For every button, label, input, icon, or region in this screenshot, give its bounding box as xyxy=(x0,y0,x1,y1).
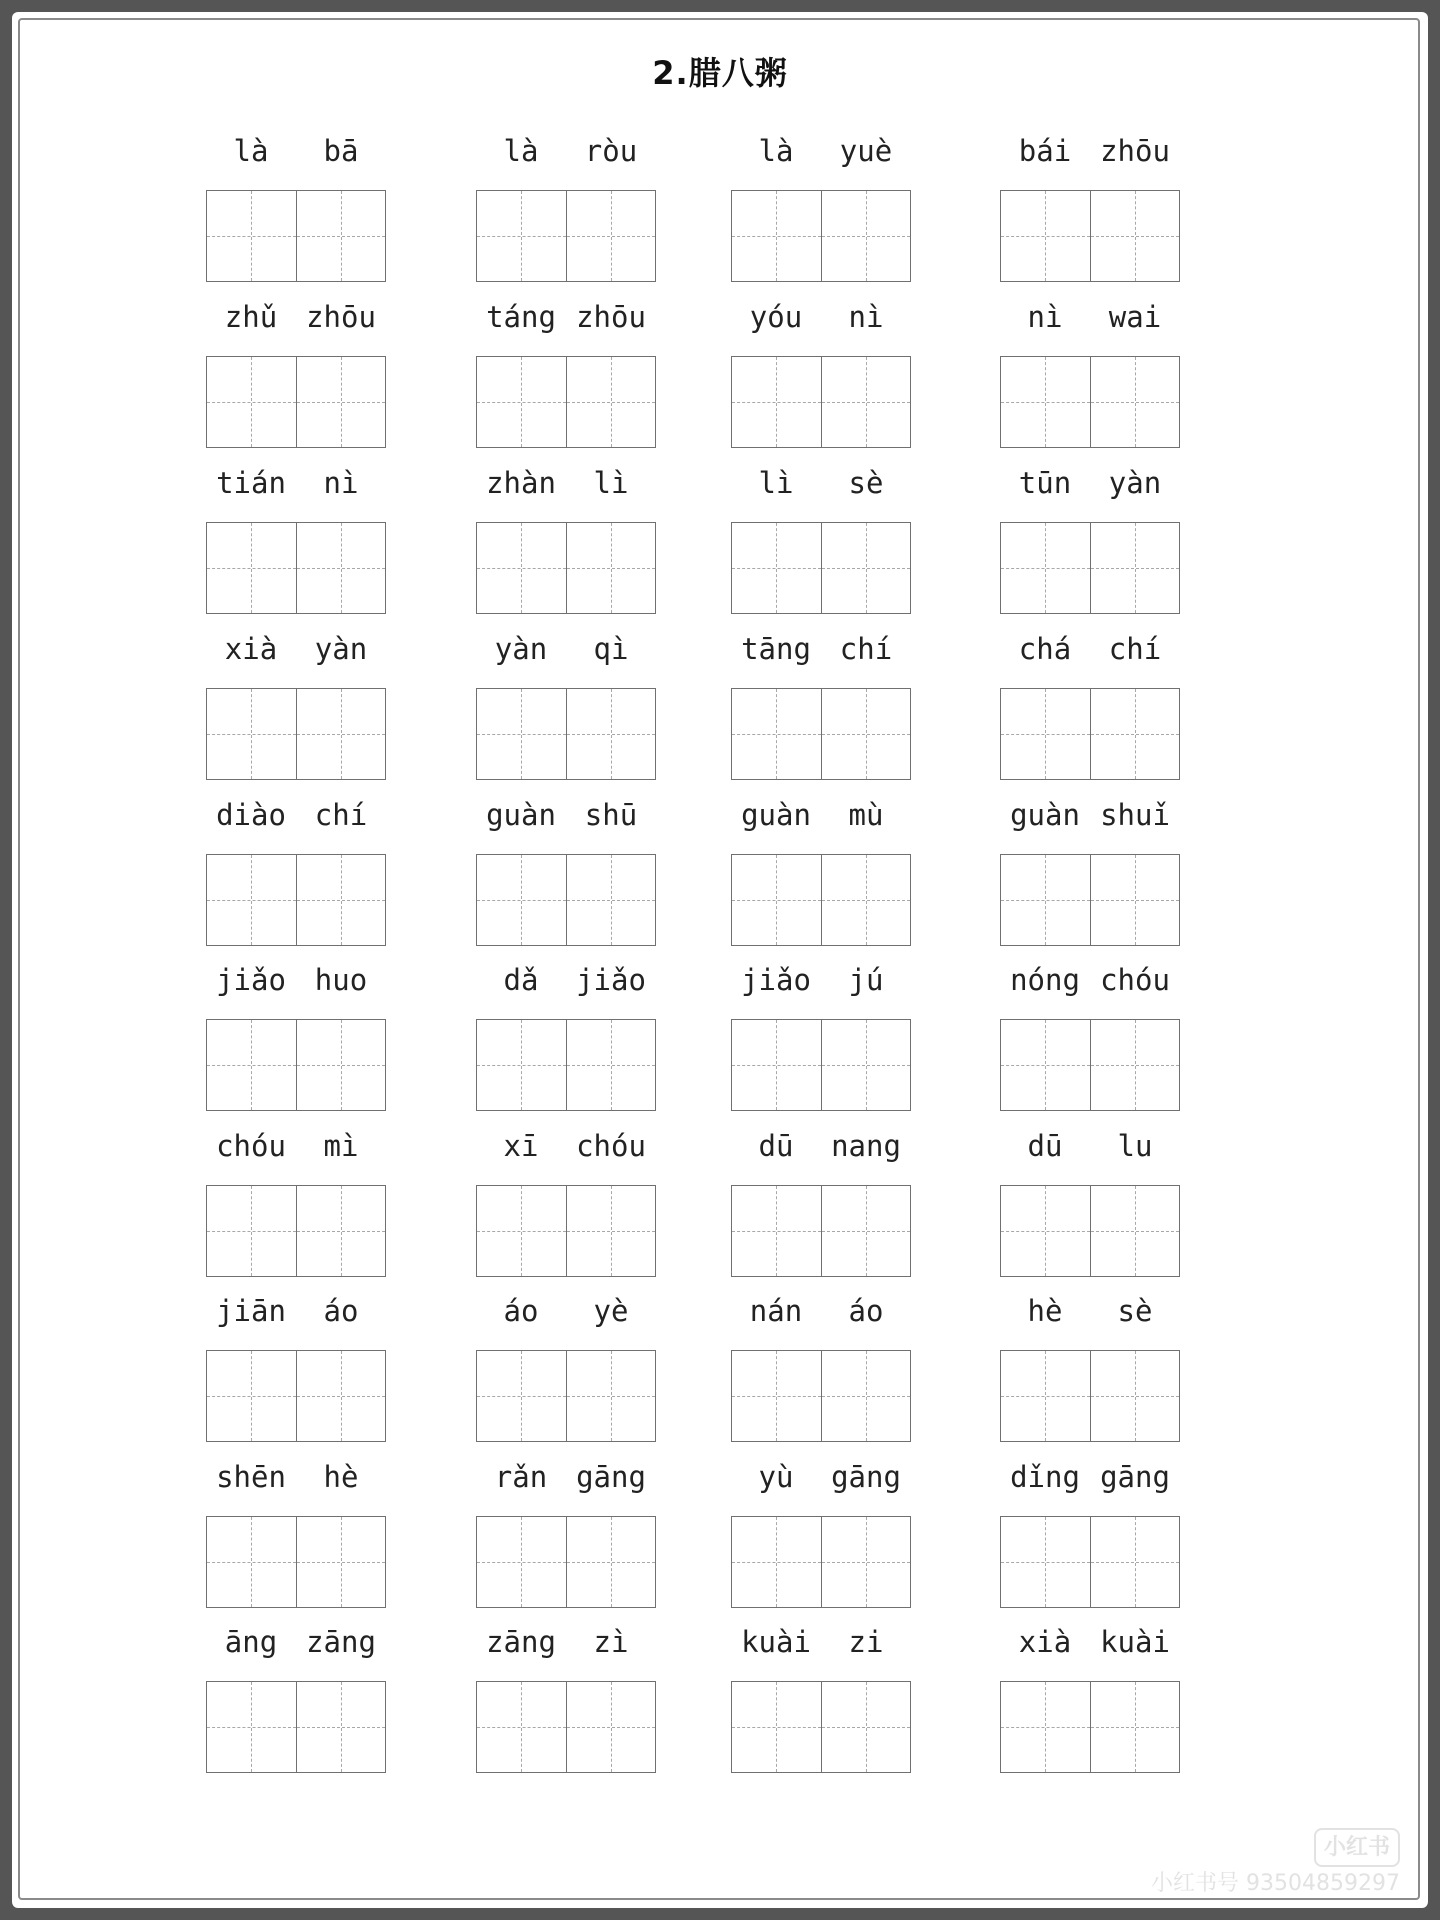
pinyin-syllable: zhōu xyxy=(306,300,376,334)
tianzige-cell[interactable] xyxy=(1001,1186,1090,1276)
word-item xyxy=(206,1460,386,1500)
pinyin-label xyxy=(1000,963,1180,1003)
tianzige-cell[interactable] xyxy=(566,1020,656,1110)
pinyin-syllable: huo xyxy=(314,963,368,997)
writing-boxes[interactable] xyxy=(1000,522,1180,614)
writing-boxes[interactable] xyxy=(476,688,656,780)
word-item xyxy=(476,1460,656,1500)
writing-boxes[interactable] xyxy=(1000,1019,1180,1111)
word-item xyxy=(731,632,911,672)
tianzige-cell[interactable] xyxy=(296,1517,386,1607)
tianzige-cell[interactable] xyxy=(1090,689,1180,779)
pinyin-syllable: xià xyxy=(224,632,278,666)
pinyin-syllable: jú xyxy=(848,963,884,997)
writing-boxes[interactable] xyxy=(206,1350,386,1442)
pinyin-syllable: zhōu xyxy=(1100,134,1170,168)
pinyin-label xyxy=(206,1460,386,1500)
writing-boxes[interactable] xyxy=(731,1350,911,1442)
writing-boxes[interactable] xyxy=(1000,1516,1180,1608)
word-item xyxy=(476,466,656,506)
writing-boxes[interactable] xyxy=(476,1516,656,1608)
pinyin-syllable: yàn xyxy=(494,632,548,666)
page-title: 2.腊八粥 xyxy=(652,54,788,92)
pinyin-syllable: nì xyxy=(323,466,359,500)
pinyin-syllable: nì xyxy=(848,300,884,334)
writing-boxes[interactable] xyxy=(1000,1185,1180,1277)
pinyin-syllable: chóu xyxy=(216,1129,286,1163)
pinyin-syllable: là xyxy=(233,134,269,168)
tianzige-cell[interactable] xyxy=(732,191,821,281)
writing-boxes[interactable] xyxy=(476,854,656,946)
word-item xyxy=(731,1129,911,1169)
word-item xyxy=(206,798,386,838)
pinyin-label xyxy=(206,1129,386,1169)
tianzige-cell[interactable] xyxy=(1001,855,1090,945)
word-item xyxy=(476,963,656,1003)
writing-boxes[interactable] xyxy=(731,1019,911,1111)
pinyin-syllable: wai xyxy=(1108,300,1162,334)
pinyin-label xyxy=(206,798,386,838)
tianzige-cell[interactable] xyxy=(477,191,566,281)
pinyin-syllable: là xyxy=(503,134,539,168)
pinyin-syllable: bā xyxy=(323,134,359,168)
pinyin-syllable: dǎ xyxy=(503,963,539,997)
tianzige-cell[interactable] xyxy=(821,1351,911,1441)
tianzige-cell[interactable] xyxy=(207,357,296,447)
writing-boxes[interactable] xyxy=(206,688,386,780)
writing-boxes[interactable] xyxy=(206,190,386,282)
pinyin-label xyxy=(1000,134,1180,174)
pinyin-syllable: shuǐ xyxy=(1100,798,1170,832)
tianzige-cell[interactable] xyxy=(477,1351,566,1441)
pinyin-syllable: áo xyxy=(503,1294,539,1328)
tianzige-cell[interactable] xyxy=(207,1020,296,1110)
writing-boxes[interactable] xyxy=(1000,1681,1180,1773)
word-item xyxy=(206,963,386,1003)
pinyin-syllable: chí xyxy=(1108,632,1162,666)
word-item xyxy=(731,1625,911,1665)
word-item xyxy=(476,1294,656,1334)
pinyin-syllable: mì xyxy=(323,1129,359,1163)
tianzige-cell[interactable] xyxy=(821,1682,911,1772)
word-item xyxy=(1000,134,1180,174)
tianzige-cell[interactable] xyxy=(821,357,911,447)
pinyin-label xyxy=(1000,798,1180,838)
pinyin-syllable: yuè xyxy=(839,134,893,168)
tianzige-cell[interactable] xyxy=(1090,523,1180,613)
writing-boxes[interactable] xyxy=(731,1681,911,1773)
pinyin-syllable: ròu xyxy=(584,134,638,168)
word-item xyxy=(731,300,911,340)
pinyin-syllable: mù xyxy=(848,798,884,832)
tianzige-cell[interactable] xyxy=(207,1351,296,1441)
tianzige-cell[interactable] xyxy=(207,523,296,613)
pinyin-syllable: guàn xyxy=(486,798,556,832)
tianzige-cell[interactable] xyxy=(1001,1351,1090,1441)
tianzige-cell[interactable] xyxy=(1090,1517,1180,1607)
writing-boxes[interactable] xyxy=(1000,356,1180,448)
pinyin-label xyxy=(731,134,911,174)
tianzige-cell[interactable] xyxy=(821,523,911,613)
pinyin-syllable: zhǔ xyxy=(224,300,278,334)
tianzige-cell[interactable] xyxy=(1001,1517,1090,1607)
pinyin-syllable: yàn xyxy=(1108,466,1162,500)
pinyin-syllable: kuài xyxy=(741,1625,811,1659)
tianzige-cell[interactable] xyxy=(477,1020,566,1110)
pinyin-label xyxy=(206,1294,386,1334)
word-item xyxy=(1000,632,1180,672)
pinyin-label xyxy=(206,466,386,506)
pinyin-syllable: rǎn xyxy=(494,1460,548,1494)
tianzige-cell[interactable] xyxy=(732,1351,821,1441)
tianzige-cell[interactable] xyxy=(821,1186,911,1276)
pinyin-label xyxy=(1000,300,1180,340)
pinyin-syllable: jiǎo xyxy=(216,963,286,997)
pinyin-syllable: táng xyxy=(486,300,556,334)
pinyin-syllable: nì xyxy=(1027,300,1063,334)
word-item xyxy=(731,1294,911,1334)
tianzige-cell[interactable] xyxy=(296,1682,386,1772)
pinyin-syllable: guàn xyxy=(1010,798,1080,832)
tianzige-cell[interactable] xyxy=(1090,1682,1180,1772)
tianzige-cell[interactable] xyxy=(1001,1020,1090,1110)
pinyin-syllable: āng xyxy=(224,1625,278,1659)
tianzige-cell[interactable] xyxy=(821,1517,911,1607)
pinyin-label xyxy=(476,1625,656,1665)
writing-boxes[interactable] xyxy=(206,356,386,448)
tianzige-cell[interactable] xyxy=(1090,357,1180,447)
writing-boxes[interactable] xyxy=(476,1681,656,1773)
tianzige-cell[interactable] xyxy=(732,523,821,613)
pinyin-label xyxy=(1000,1460,1180,1500)
pinyin-syllable: hè xyxy=(323,1460,359,1494)
word-item xyxy=(731,963,911,1003)
pinyin-syllable: áo xyxy=(323,1294,359,1328)
word-item xyxy=(1000,1460,1180,1500)
pinyin-syllable: dǐng xyxy=(1010,1460,1080,1494)
tianzige-cell[interactable] xyxy=(207,1186,296,1276)
watermark-line: 小红书号 93504859297 xyxy=(1151,1871,1400,1896)
pinyin-syllable: gāng xyxy=(576,1460,646,1494)
writing-boxes[interactable] xyxy=(476,1019,656,1111)
pinyin-syllable: là xyxy=(758,134,794,168)
tianzige-cell[interactable] xyxy=(821,191,911,281)
pinyin-label xyxy=(476,963,656,1003)
word-item xyxy=(206,134,386,174)
pinyin-label xyxy=(1000,466,1180,506)
word-item xyxy=(476,300,656,340)
word-item xyxy=(1000,963,1180,1003)
writing-boxes[interactable] xyxy=(206,1681,386,1773)
word-item xyxy=(731,134,911,174)
tianzige-cell[interactable] xyxy=(477,689,566,779)
word-item xyxy=(1000,798,1180,838)
tianzige-cell[interactable] xyxy=(477,357,566,447)
pinyin-syllable: yàn xyxy=(314,632,368,666)
writing-boxes[interactable] xyxy=(206,522,386,614)
tianzige-cell[interactable] xyxy=(477,855,566,945)
writing-boxes[interactable] xyxy=(206,854,386,946)
watermark-badge: 小红书 xyxy=(1314,1828,1400,1867)
writing-boxes[interactable] xyxy=(1000,1350,1180,1442)
pinyin-label xyxy=(206,1625,386,1665)
pinyin-label xyxy=(731,798,911,838)
pinyin-label xyxy=(476,1294,656,1334)
pinyin-syllable: guàn xyxy=(741,798,811,832)
tianzige-cell[interactable] xyxy=(296,1020,386,1110)
tianzige-cell[interactable] xyxy=(207,1682,296,1772)
tianzige-cell[interactable] xyxy=(566,357,656,447)
word-item xyxy=(1000,300,1180,340)
tianzige-cell[interactable] xyxy=(821,855,911,945)
pinyin-label xyxy=(206,300,386,340)
word-item xyxy=(206,1625,386,1665)
pinyin-label xyxy=(476,798,656,838)
pinyin-syllable: jiǎo xyxy=(741,963,811,997)
tianzige-cell[interactable] xyxy=(296,1351,386,1441)
pinyin-syllable: chá xyxy=(1018,632,1072,666)
tianzige-cell[interactable] xyxy=(566,523,656,613)
pinyin-label xyxy=(731,466,911,506)
tianzige-cell[interactable] xyxy=(207,689,296,779)
pinyin-label xyxy=(1000,1129,1180,1169)
pinyin-syllable: lì xyxy=(593,466,629,500)
pinyin-syllable: nang xyxy=(831,1129,901,1163)
pinyin-syllable: sè xyxy=(848,466,884,500)
tianzige-cell[interactable] xyxy=(296,191,386,281)
writing-boxes[interactable] xyxy=(476,1185,656,1277)
pinyin-syllable: zhàn xyxy=(486,466,556,500)
word-item xyxy=(206,632,386,672)
word-item xyxy=(1000,1129,1180,1169)
pinyin-syllable: gāng xyxy=(831,1460,901,1494)
tianzige-cell[interactable] xyxy=(566,689,656,779)
tianzige-cell[interactable] xyxy=(566,1682,656,1772)
pinyin-label xyxy=(731,632,911,672)
pinyin-label xyxy=(731,300,911,340)
tianzige-cell[interactable] xyxy=(1001,523,1090,613)
tianzige-cell[interactable] xyxy=(207,191,296,281)
word-item xyxy=(1000,1625,1180,1665)
word-item xyxy=(1000,466,1180,506)
pinyin-label xyxy=(206,632,386,672)
pinyin-syllable: xià xyxy=(1018,1625,1072,1659)
writing-boxes[interactable] xyxy=(476,1350,656,1442)
writing-boxes[interactable] xyxy=(731,854,911,946)
pinyin-label xyxy=(476,134,656,174)
tianzige-cell[interactable] xyxy=(477,1682,566,1772)
writing-boxes[interactable] xyxy=(476,190,656,282)
tianzige-cell[interactable] xyxy=(732,1682,821,1772)
writing-boxes[interactable] xyxy=(206,1185,386,1277)
word-item xyxy=(731,798,911,838)
writing-boxes[interactable] xyxy=(731,522,911,614)
pinyin-syllable: dū xyxy=(1027,1129,1063,1163)
tianzige-cell[interactable] xyxy=(732,1186,821,1276)
writing-boxes[interactable] xyxy=(731,1516,911,1608)
pinyin-syllable: jiǎo xyxy=(576,963,646,997)
pinyin-label xyxy=(731,1294,911,1334)
tianzige-cell[interactable] xyxy=(1090,1186,1180,1276)
word-item xyxy=(206,1129,386,1169)
word-item xyxy=(476,1129,656,1169)
pinyin-label xyxy=(206,134,386,174)
tianzige-cell[interactable] xyxy=(296,523,386,613)
pinyin-syllable: nóng xyxy=(1010,963,1080,997)
tianzige-cell[interactable] xyxy=(1090,855,1180,945)
pinyin-syllable: gāng xyxy=(1100,1460,1170,1494)
tianzige-cell[interactable] xyxy=(1001,357,1090,447)
writing-boxes[interactable] xyxy=(731,1185,911,1277)
word-item xyxy=(731,1460,911,1500)
pinyin-syllable: tián xyxy=(216,466,286,500)
pinyin-syllable: qì xyxy=(593,632,629,666)
writing-boxes[interactable] xyxy=(476,356,656,448)
word-item xyxy=(206,466,386,506)
pinyin-syllable: áo xyxy=(848,1294,884,1328)
tianzige-cell[interactable] xyxy=(1001,689,1090,779)
tianzige-cell[interactable] xyxy=(207,855,296,945)
pinyin-label xyxy=(731,1460,911,1500)
pinyin-syllable: chóu xyxy=(576,1129,646,1163)
pinyin-syllable: chí xyxy=(839,632,893,666)
pinyin-syllable: shū xyxy=(584,798,638,832)
word-item xyxy=(476,1625,656,1665)
tianzige-cell[interactable] xyxy=(566,1186,656,1276)
tianzige-cell[interactable] xyxy=(296,1186,386,1276)
writing-boxes[interactable] xyxy=(731,190,911,282)
word-item xyxy=(1000,1294,1180,1334)
tianzige-cell[interactable] xyxy=(566,855,656,945)
pinyin-syllable: yù xyxy=(758,1460,794,1494)
tianzige-cell[interactable] xyxy=(566,1517,656,1607)
tianzige-cell[interactable] xyxy=(477,1517,566,1607)
pinyin-syllable: tāng xyxy=(741,632,811,666)
pinyin-syllable: yóu xyxy=(749,300,803,334)
pinyin-label xyxy=(1000,632,1180,672)
pinyin-syllable: bái xyxy=(1018,134,1072,168)
pinyin-syllable: diào xyxy=(216,798,286,832)
pinyin-syllable: zāng xyxy=(306,1625,376,1659)
pinyin-syllable: hè xyxy=(1027,1294,1063,1328)
tianzige-cell[interactable] xyxy=(566,1351,656,1441)
pinyin-syllable: lu xyxy=(1117,1129,1153,1163)
pinyin-syllable: zì xyxy=(593,1625,629,1659)
writing-boxes[interactable] xyxy=(1000,190,1180,282)
tianzige-cell[interactable] xyxy=(1090,1020,1180,1110)
pinyin-syllable: tūn xyxy=(1018,466,1072,500)
pinyin-label xyxy=(476,1460,656,1500)
writing-boxes[interactable] xyxy=(731,688,911,780)
tianzige-cell[interactable] xyxy=(732,689,821,779)
pinyin-label xyxy=(476,466,656,506)
tianzige-cell[interactable] xyxy=(207,1517,296,1607)
word-item xyxy=(206,1294,386,1334)
tianzige-cell[interactable] xyxy=(566,191,656,281)
pinyin-label xyxy=(731,963,911,1003)
pinyin-label xyxy=(731,1129,911,1169)
pinyin-syllable: chóu xyxy=(1100,963,1170,997)
pinyin-syllable: zi xyxy=(848,1625,884,1659)
tianzige-cell[interactable] xyxy=(477,1186,566,1276)
writing-boxes[interactable] xyxy=(476,522,656,614)
writing-boxes[interactable] xyxy=(1000,688,1180,780)
pinyin-syllable: chí xyxy=(314,798,368,832)
pinyin-label xyxy=(476,300,656,340)
word-item xyxy=(206,300,386,340)
word-item xyxy=(476,134,656,174)
pinyin-syllable: sè xyxy=(1117,1294,1153,1328)
word-item xyxy=(731,466,911,506)
pinyin-syllable: shēn xyxy=(216,1460,286,1494)
writing-boxes[interactable] xyxy=(731,356,911,448)
pinyin-syllable: lì xyxy=(758,466,794,500)
tianzige-cell[interactable] xyxy=(821,689,911,779)
tianzige-cell[interactable] xyxy=(296,689,386,779)
tianzige-cell[interactable] xyxy=(1001,191,1090,281)
tianzige-cell[interactable] xyxy=(1001,1682,1090,1772)
pinyin-label xyxy=(206,963,386,1003)
pinyin-syllable: kuài xyxy=(1100,1625,1170,1659)
tianzige-cell[interactable] xyxy=(821,1020,911,1110)
pinyin-label xyxy=(1000,1294,1180,1334)
word-item xyxy=(476,798,656,838)
tianzige-cell[interactable] xyxy=(732,855,821,945)
pinyin-syllable: jiān xyxy=(216,1294,286,1328)
watermark xyxy=(1151,1828,1400,1900)
tianzige-cell[interactable] xyxy=(1090,1351,1180,1441)
tianzige-cell[interactable] xyxy=(1090,191,1180,281)
writing-boxes[interactable] xyxy=(206,1516,386,1608)
writing-boxes[interactable] xyxy=(206,1019,386,1111)
pinyin-syllable: nán xyxy=(749,1294,803,1328)
tianzige-cell[interactable] xyxy=(732,1517,821,1607)
pinyin-syllable: zhōu xyxy=(576,300,646,334)
tianzige-cell[interactable] xyxy=(296,855,386,945)
word-item xyxy=(476,632,656,672)
tianzige-cell[interactable] xyxy=(477,523,566,613)
pinyin-syllable: yè xyxy=(593,1294,629,1328)
tianzige-cell[interactable] xyxy=(296,357,386,447)
pinyin-label xyxy=(476,632,656,672)
tianzige-cell[interactable] xyxy=(732,357,821,447)
pinyin-label xyxy=(1000,1625,1180,1665)
pinyin-syllable: zāng xyxy=(486,1625,556,1659)
pinyin-syllable: xī xyxy=(503,1129,539,1163)
writing-boxes[interactable] xyxy=(1000,854,1180,946)
tianzige-cell[interactable] xyxy=(732,1020,821,1110)
pinyin-label xyxy=(731,1625,911,1665)
pinyin-syllable: dū xyxy=(758,1129,794,1163)
pinyin-label xyxy=(476,1129,656,1169)
